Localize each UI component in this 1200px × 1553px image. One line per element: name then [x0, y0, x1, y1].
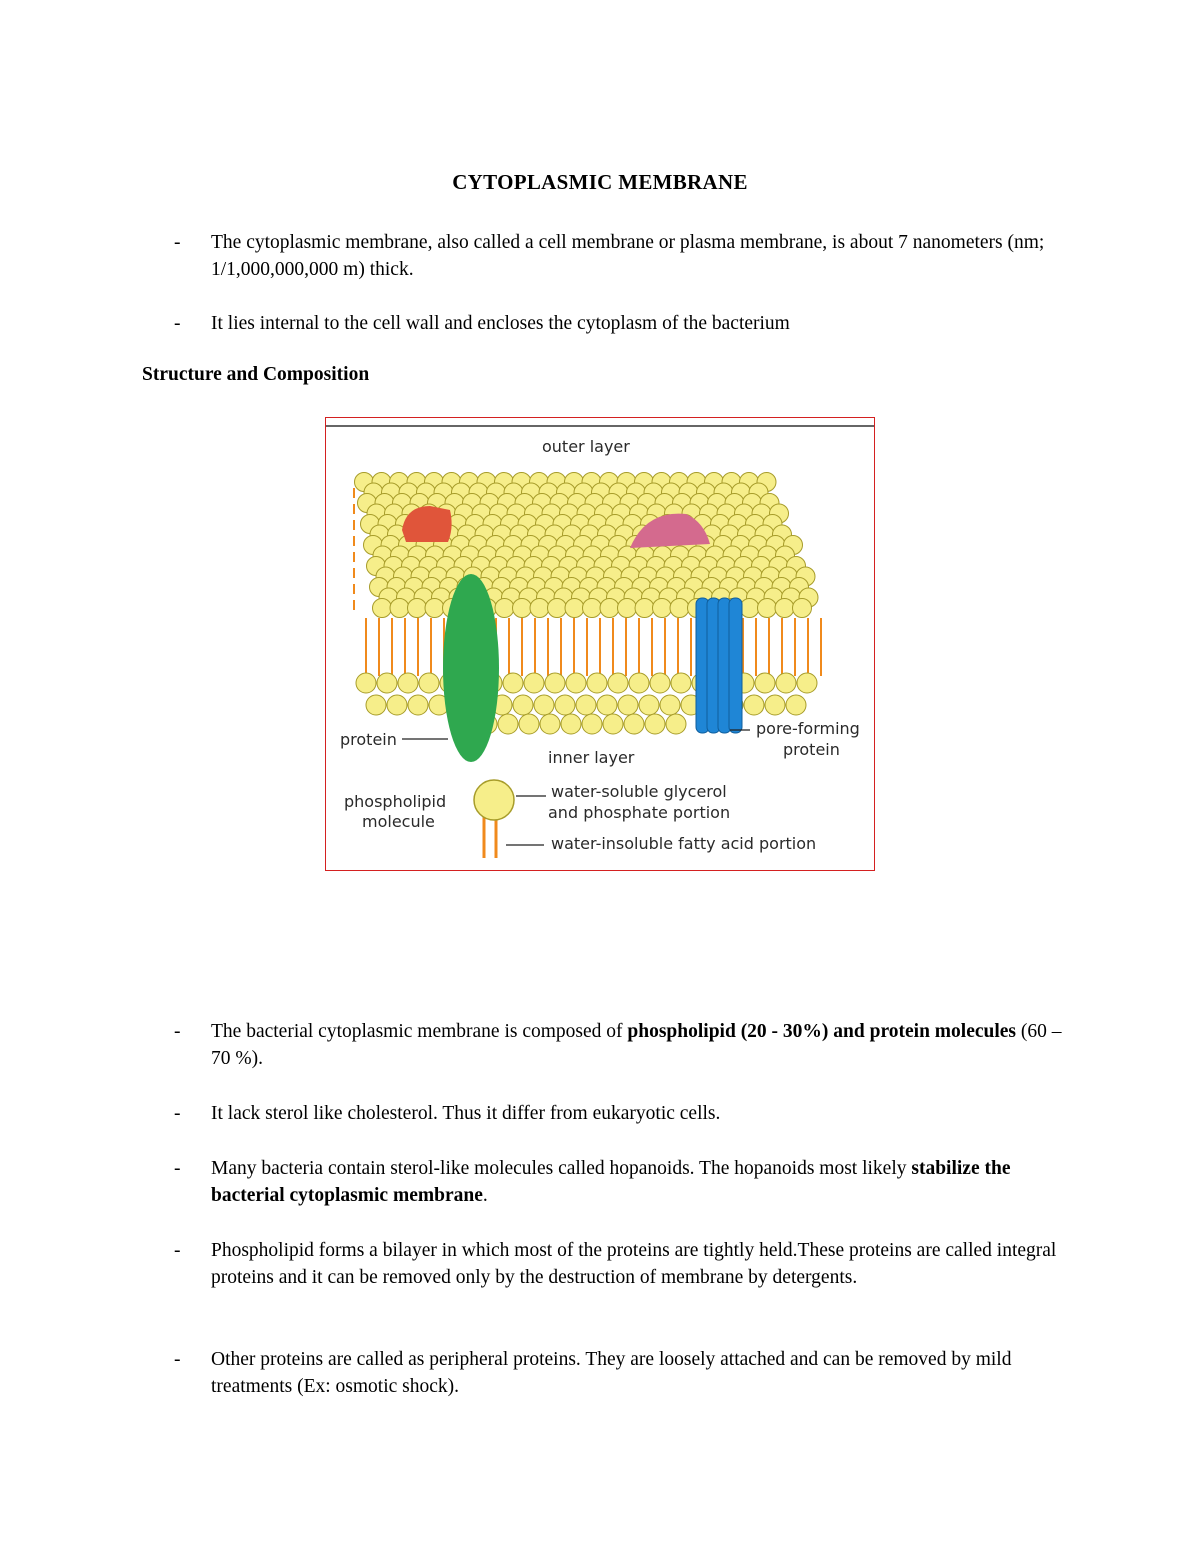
lipid-head: [600, 599, 619, 618]
membrane-figure: [325, 417, 875, 871]
lipid-head: [524, 673, 544, 693]
lipid-head: [645, 714, 665, 734]
bullet-text-bold: phospholipid (20 - 30%) and protein molecules: [627, 1021, 1017, 1042]
lipid-head: [534, 695, 554, 715]
lipid-head: [565, 599, 584, 618]
bullet-text: The cytoplasmic membrane, also called a cell membrane or plasma membrane, is about 7 nanometers (nm; 1/1,000,000,000 m) thick.: [211, 232, 1045, 280]
label-protein: protein: [340, 730, 397, 749]
lipid-head: [797, 673, 817, 693]
lipid-head: [503, 673, 523, 693]
lipid-head: [373, 599, 392, 618]
lipid-head: [530, 599, 549, 618]
label-phospholipid: phospholipid: [344, 792, 447, 811]
label-glycerol: water-soluble glycerol: [551, 782, 727, 801]
lipid-head: [618, 599, 637, 618]
lipid-head: [758, 599, 777, 618]
phospholipid-bilayer: [354, 473, 821, 763]
lipid-head: [608, 673, 628, 693]
lipid-head: [498, 714, 518, 734]
bullet-text: Phospholipid forms a bilayer in which most of the proteins are tightly held.These proteins are called integral proteins and it can be removed only by the destruction of membrane by detergents.: [211, 1240, 1057, 1288]
lipid-head: [660, 695, 680, 715]
lipid-head: [765, 695, 785, 715]
label-inner-layer: inner layer: [548, 748, 635, 767]
lipid-head: [398, 673, 418, 693]
lipid-head: [650, 673, 670, 693]
pore-protein-helix: [729, 598, 742, 733]
lipid-head: [513, 695, 533, 715]
lipid-head: [513, 599, 532, 618]
label-outer-layer: outer layer: [542, 437, 630, 456]
label-pore-forming: pore-forming: [756, 719, 860, 738]
lipid-head: [408, 599, 427, 618]
lipid-head: [624, 714, 644, 734]
lipid-head: [653, 599, 672, 618]
lipid-head: [387, 695, 407, 715]
lipid-head: [597, 695, 617, 715]
integral-protein: [443, 574, 499, 762]
lipid-head: [755, 673, 775, 693]
bullet-dash: -: [174, 1103, 181, 1124]
lipid-head: [786, 695, 806, 715]
lipid-head: [408, 695, 428, 715]
lipid-head: [519, 714, 539, 734]
bullet-text-plain: (60 – 70 %).: [211, 1021, 1062, 1069]
label-phosphate: and phosphate portion: [548, 803, 731, 822]
label-molecule: molecule: [362, 812, 435, 831]
lipid-head: [582, 714, 602, 734]
lipid-head: [670, 599, 689, 618]
legend-head: [474, 780, 514, 820]
bullet-text: [211, 1155, 1071, 1209]
lipid-head: [545, 673, 565, 693]
lipid-head: [775, 599, 794, 618]
lipid-head: [793, 599, 812, 618]
bullet-text: It lies internal to the cell wall and encloses the cytoplasm of the bacterium: [211, 313, 790, 334]
lipid-head: [576, 695, 596, 715]
bullet-dash: -: [174, 1158, 181, 1179]
lipid-head: [629, 673, 649, 693]
lipid-head: [666, 714, 686, 734]
lipid-head: [603, 714, 623, 734]
lipid-head: [740, 599, 759, 618]
lipid-head: [639, 695, 659, 715]
lipid-head: [540, 714, 560, 734]
lipid-head: [495, 599, 514, 618]
lipid-head: [356, 673, 376, 693]
lipid-head: [561, 714, 581, 734]
section-heading: Structure and Composition: [142, 364, 370, 385]
bullet-dash: -: [174, 1349, 181, 1370]
lipid-head: [583, 599, 602, 618]
bullet-text-plain: Many bacteria contain sterol-like molecules called hopanoids. The hopanoids most likely: [211, 1158, 912, 1179]
lipid-head: [671, 673, 691, 693]
bullet-dash: -: [174, 313, 181, 334]
bullet-text: Other proteins are called as peripheral proteins. They are loosely attached and can be removed by mild treatments (Ex: osmotic shock).: [211, 1349, 1012, 1397]
label-fatty-acid: water-insoluble fatty acid portion: [551, 834, 817, 853]
label-pore-forming-protein: protein: [783, 740, 840, 759]
bullet-text: It lack sterol like cholesterol. Thus it differ from eukaryotic cells.: [211, 1103, 721, 1124]
lipid-head: [587, 673, 607, 693]
bullet-text-plain: The bacterial cytoplasmic membrane is composed of: [211, 1021, 628, 1042]
lipid-head: [555, 695, 575, 715]
lipid-head: [744, 695, 764, 715]
lipid-head: [776, 673, 796, 693]
bullet-text-bold: stabilize the bacterial cytoplasmic membrane: [211, 1158, 1011, 1206]
lipid-head: [366, 695, 386, 715]
lipid-head: [419, 673, 439, 693]
lipid-head: [390, 599, 409, 618]
lipid-head: [566, 673, 586, 693]
lipid-head: [635, 599, 654, 618]
bullet-dash: -: [174, 1240, 181, 1261]
bullet-text: [211, 1018, 1071, 1072]
page-title: CYTOPLASMIC MEMBRANE: [452, 170, 748, 194]
membrane-diagram: [326, 418, 874, 870]
bullet-text-plain: .: [482, 1185, 488, 1206]
lipid-head: [548, 599, 567, 618]
lipid-head: [377, 673, 397, 693]
lipid-head: [618, 695, 638, 715]
bullet-dash: -: [174, 232, 181, 253]
lipid-head: [425, 599, 444, 618]
bullet-dash: -: [174, 1021, 181, 1042]
